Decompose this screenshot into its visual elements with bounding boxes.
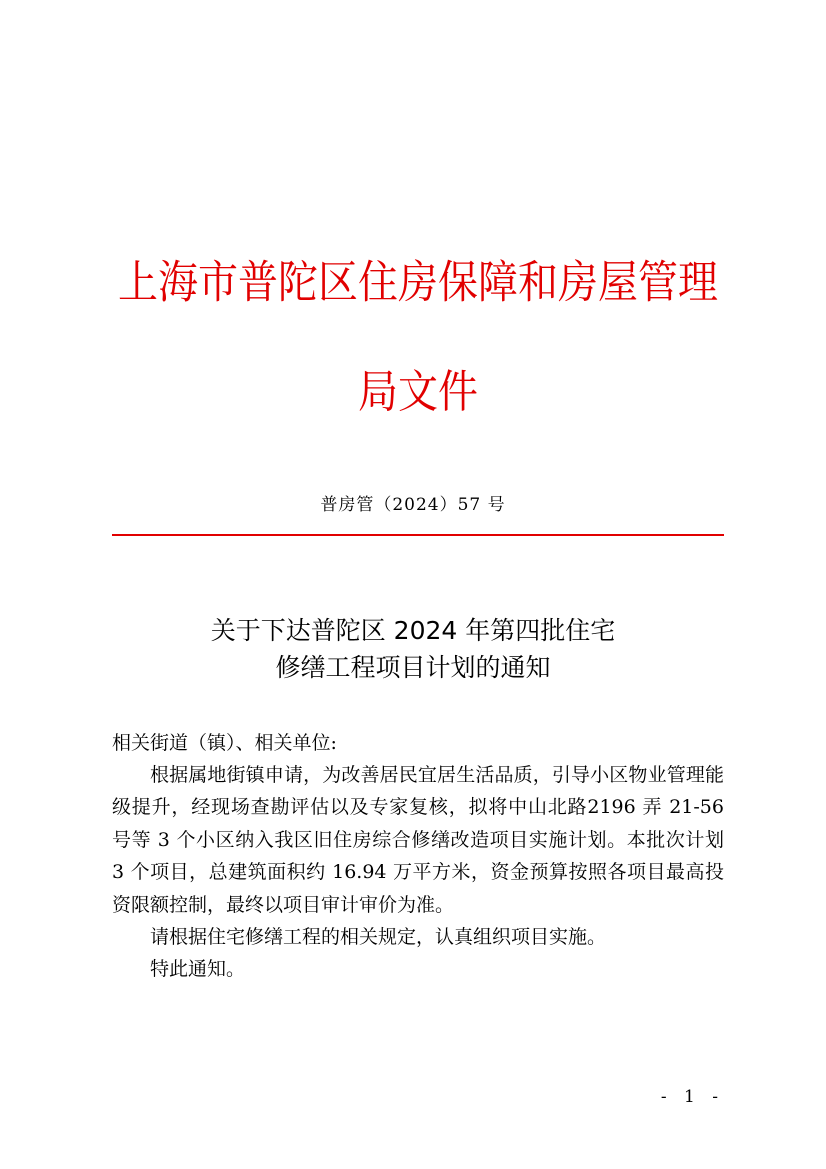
issuing-authority-title: 上海市普陀区住房保障和房屋管理局文件 [118, 257, 718, 419]
body-paragraph-1: 根据属地街镇申请，为改善居民宜居生活品质，引导小区物业管理能级提升，经现场查勘评估以及专家复核，拟将中山北路2196 弄 21-56 号等 3 个小区纳入我区旧住房综合修缮改造项目实施计划。本批次计划 3 个项目，总建筑面积约 16.94 万平方米，资金预算按照各项目最高投资限额控制，最终以项目审计审价为准。 [112, 764, 724, 916]
notice-title-line-1: 关于下达普陀区 2024 年第四批住宅 [210, 616, 616, 645]
document-number: 普房管（2024）57 号 [320, 495, 506, 515]
red-separator-line [112, 534, 724, 536]
page-number: - 1 - [660, 1087, 724, 1107]
addressee: 相关街道（镇）、相关单位: [112, 732, 337, 754]
notice-body [112, 759, 724, 986]
body-paragraph-3: 特此通知。 [150, 958, 246, 981]
body-paragraph-2: 请根据住宅修缮工程的相关规定，认真组织项目实施。 [150, 926, 607, 949]
notice-title [0, 612, 826, 686]
notice-title-line-2: 修缮工程项目计划的通知 [275, 653, 551, 682]
